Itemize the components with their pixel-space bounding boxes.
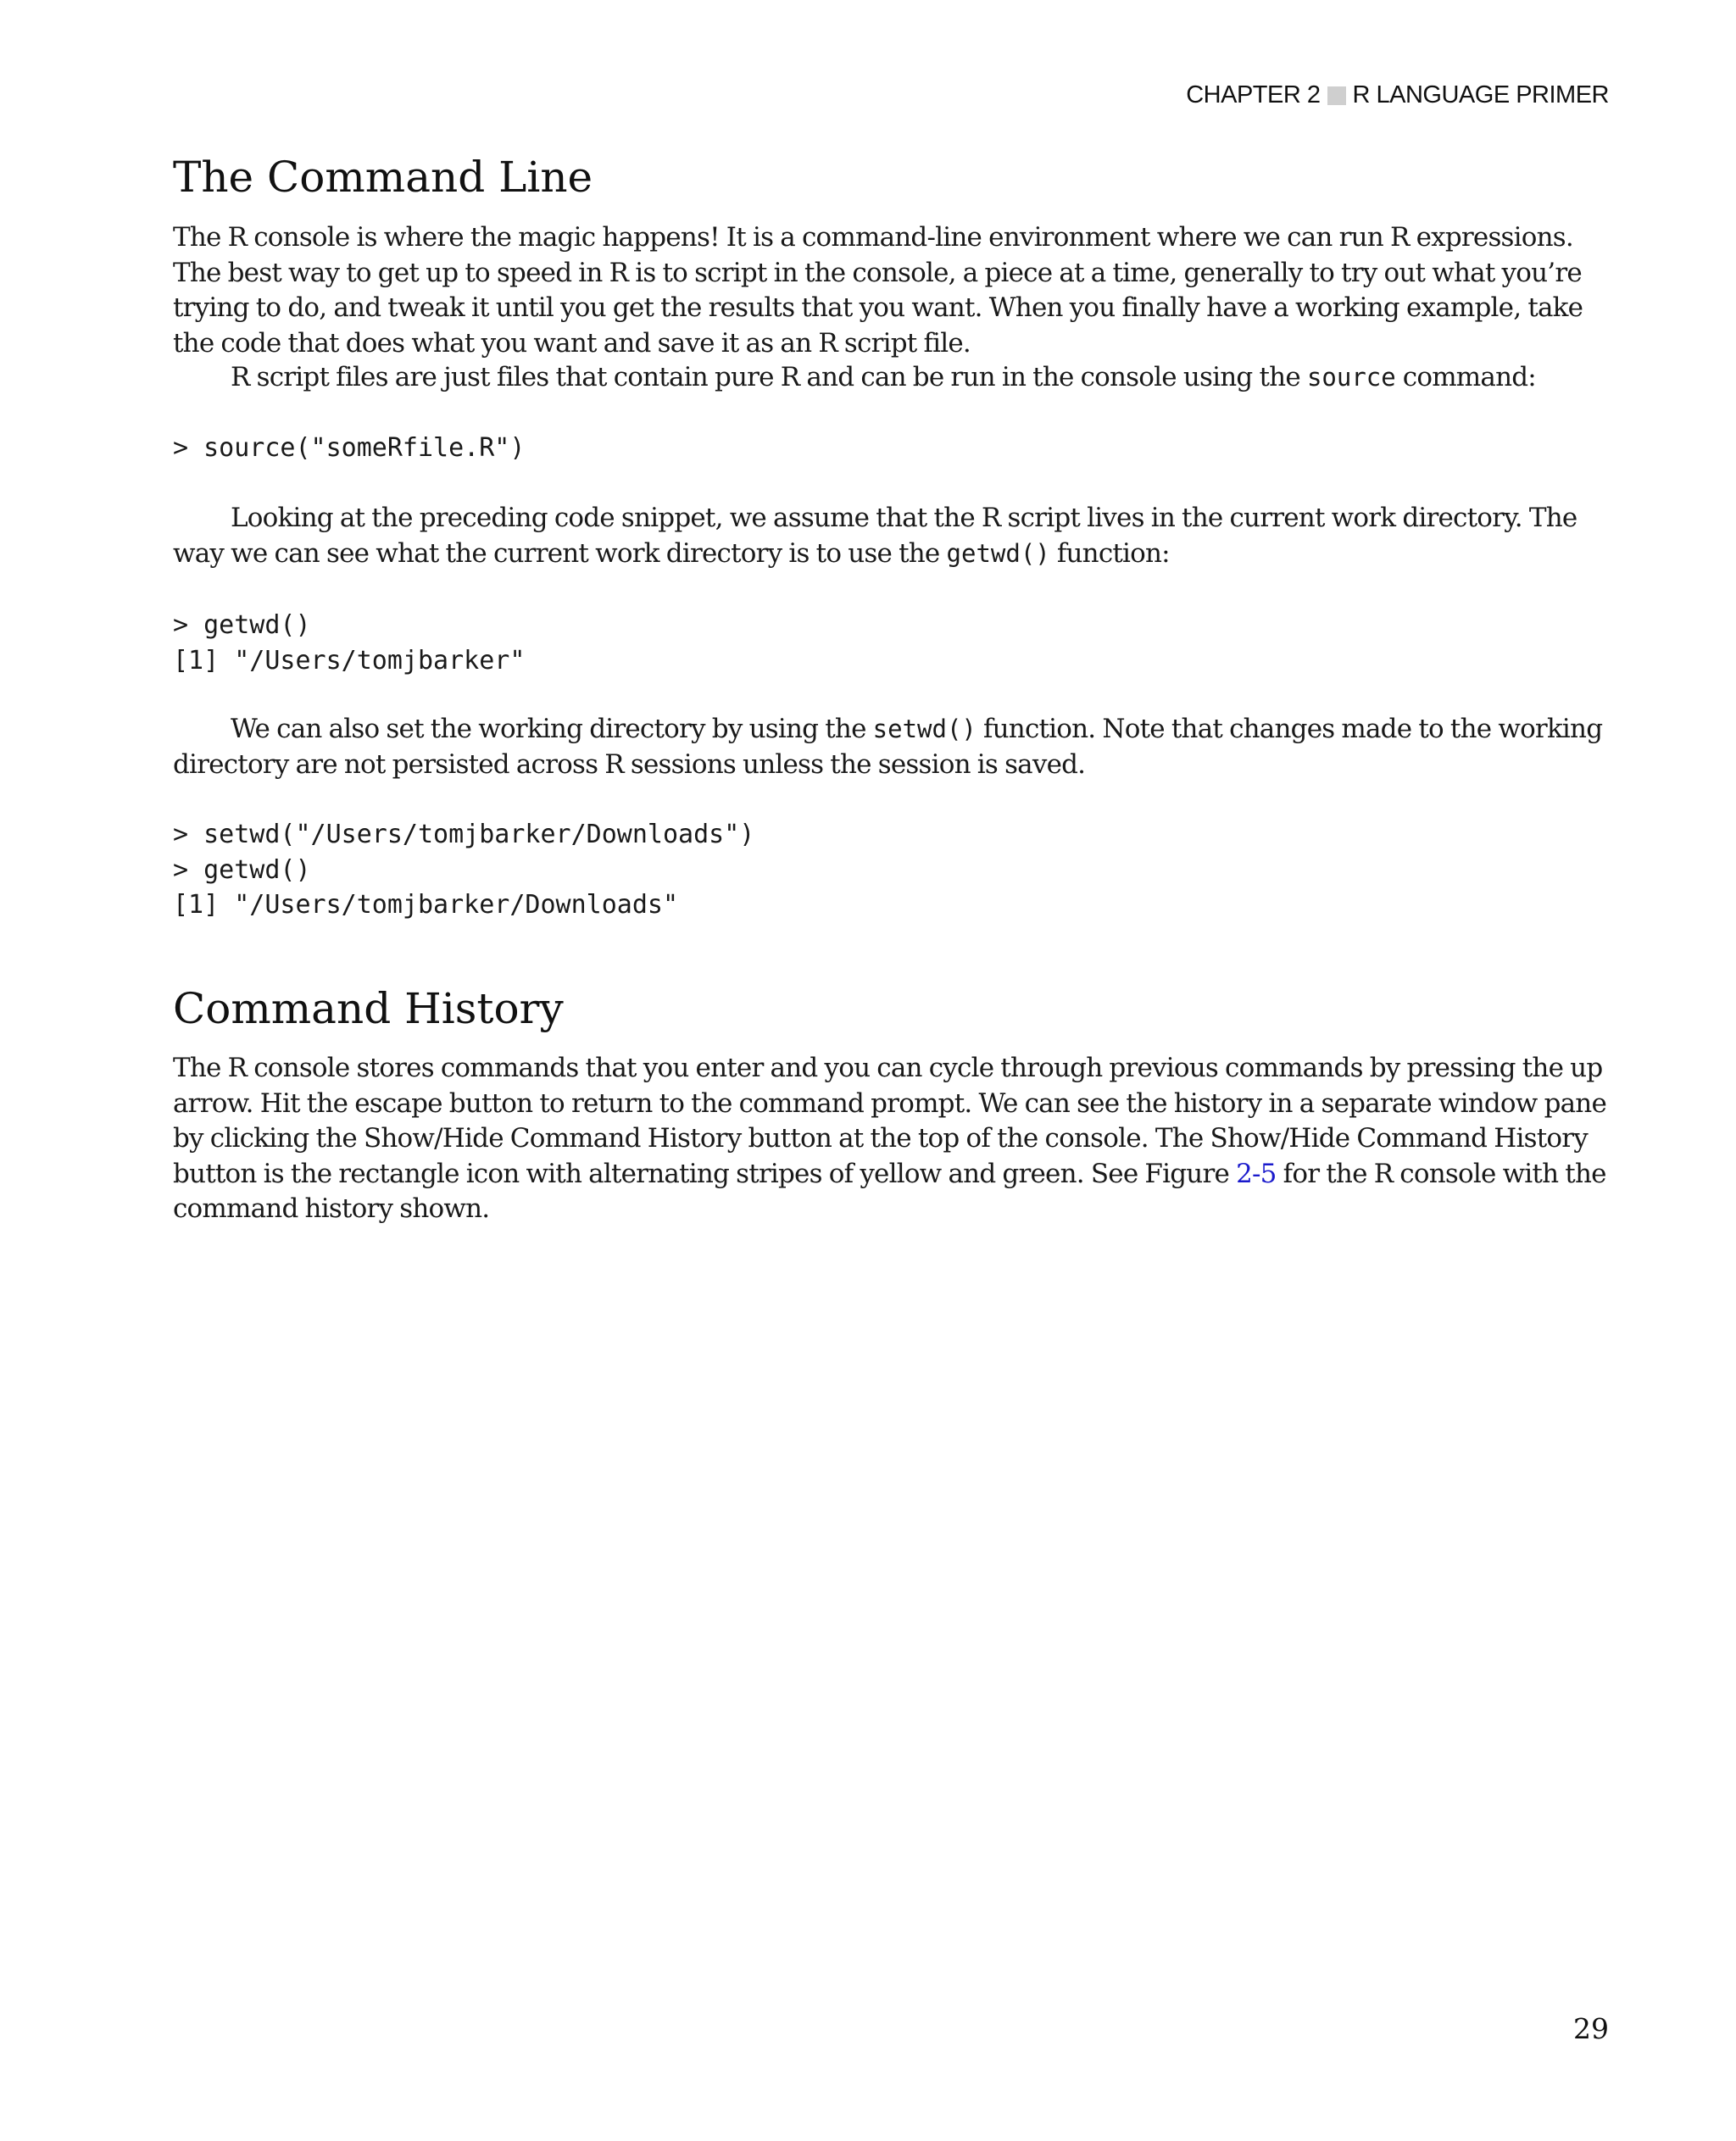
paragraph-command-history [173, 1051, 1609, 1227]
inline-code-setwd: setwd() [872, 715, 976, 743]
section-heading-command-history: Command History [173, 984, 564, 1033]
paragraph-work-directory [173, 501, 1609, 571]
code-line: > source("someRfile.R") [173, 433, 526, 463]
code-line: > setwd("/Users/tomjbarker/Downloads") [173, 820, 755, 849]
code-block-setwd [173, 817, 754, 923]
code-line: [1] "/Users/tomjbarker" [173, 645, 526, 676]
running-head [1186, 81, 1609, 109]
book-page [173, 0, 1609, 2141]
code-line: [1] "/Users/tomjbarker/Downloads" [173, 890, 679, 920]
text: We can also set the working directory by using the [231, 714, 873, 744]
text: function. Note that changes made to the working directory are not persisted across R sessions unless the session is saved. [173, 714, 1603, 780]
inline-code-source: source [1306, 363, 1396, 392]
paragraph-intro: The R console is where the magic happens! It is a command-line environment where we can run R expressions. The best way to get up to speed in R is to script in the console, a piece at a time, generally to try out what you’re trying to do, and tweak it until you get the results that you want. When you finally have a working example, take the code that does what you want and save it as an R script file. [173, 222, 1583, 359]
text: R script files are just files that contain pure R and can be run in the console using the [231, 362, 1307, 392]
running-head-title: R LANGUAGE PRIMER [1352, 81, 1609, 108]
text: Looking at the preceding code snippet, we assume that the R script lives in the current work directory. The way we can see what the current work directory is to use the [173, 503, 1577, 569]
running-head-chapter: CHAPTER 2 [1186, 81, 1321, 108]
code-block-source [173, 431, 525, 466]
code-block-getwd [173, 608, 525, 678]
paragraph-script-files [173, 360, 1609, 396]
inline-code-getwd: getwd() [946, 538, 1050, 568]
text: for the R console with the command history shown. [173, 1158, 1606, 1224]
running-head-separator [1327, 86, 1346, 105]
code-line: > getwd() [173, 854, 311, 885]
code-line: > getwd() [173, 610, 311, 640]
section-heading-command-line: The Command Line [173, 153, 593, 202]
page-number: 29 [1573, 2012, 1609, 2045]
text: The R console stores commands that you enter and you can cycle through previous commands by pressing the up arrow. Hit the escape button to return to the command prompt. We can see the history in a separate window pane by clicking the Show/Hide Command History button at the top of the console. The Show/Hide Command History button is the rectangle icon with alternating stripes of yellow and green. See Figure [173, 1053, 1607, 1189]
paragraph-setwd [173, 712, 1609, 782]
text: function: [1049, 537, 1170, 569]
figure-link[interactable]: 2-5 [1236, 1158, 1277, 1189]
text: command: [1395, 362, 1536, 392]
